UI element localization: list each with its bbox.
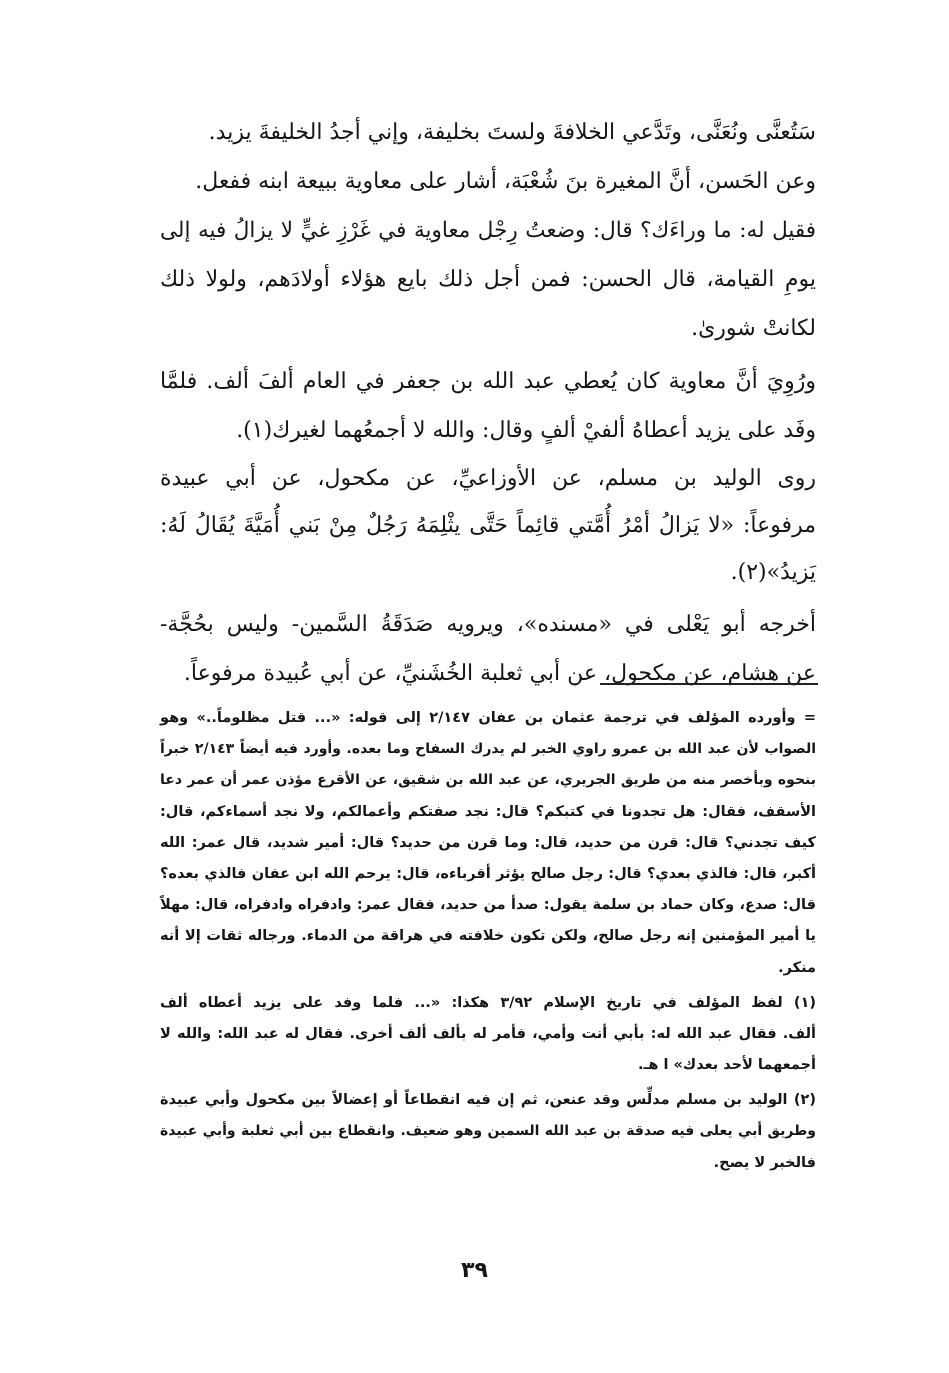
footnote-line: الأسقف، فقال: هل تجدونا في كتبكم؟ قال: نجد صفتكم وأعمالكم، ولا نجد أسماءكم، قال:: [160, 803, 816, 820]
footnote-line: (٢) الوليد بن مسلم مدلِّس وقد عنعن، ثم إن فيه انقطاعاً أو إعضالاً بين مكحول وأبي عبيدة: [160, 1092, 816, 1109]
text-line: ورُوِيَ أنَّ معاوية كان يُعطي عبد الله بن جعفر في العام ألفَ ألف. فلمَّا: [160, 369, 816, 394]
text-line: عن هشام، عن مكحول، عن أبي ثعلبة الخُشَنيِّ، عن أبي عُبيدة مرفوعاً.: [183, 661, 816, 686]
text-line: وفَد على يزيد أعطاهُ ألفيْ ألفٍ وقال: والله لا أجمعُهما لغيرك(١).: [236, 418, 816, 443]
text-line: سَتُعنَّى ونُعَنَّى، وتَدَّعي الخلافةَ ولستَ بخليفة، وإني أجدُ الخليفةَ يزيد.: [208, 120, 816, 145]
main-text-body: [160, 108, 816, 698]
text-line: لكانتْ شورىٰ.: [691, 316, 816, 341]
text-line: أخرجه أبو يَعْلى في «مسنده»، ويرويه صَدَقَةُ السَّمين- وليس بحُجَّة-: [160, 612, 816, 637]
footnote-separator: [600, 683, 818, 685]
text-line: يَزيدُ»(٢).: [730, 560, 816, 585]
footnote-2: [160, 1085, 816, 1179]
footnote-line: أجمعهما لأحد بعدك» ا هـ.: [637, 1057, 816, 1074]
footnote-line: وطريق أبي يعلى فيه صدقة بن عبد الله السمين وهو ضعيف. وانقطاع بين أبي ثعلبة وأبي عبيدة: [160, 1123, 816, 1140]
text-line: روى الوليد بن مسلم، عن الأوزاعيِّ، عن مكحول، عن أبي عبيدة: [160, 466, 816, 491]
footnote-line: ألف. فقال عبد الله له: بأبي أنت وأمي، فأمر له بألف ألف أخرى. فقال له عبد الله: والله لا: [160, 1025, 816, 1042]
footnote-continued: [160, 703, 816, 984]
footnote-line: كيف تجدني؟ قال: قرن من حديد، قال: وما قرن من حديد؟ قال: أمير شديد، قال عمر: الله: [160, 834, 816, 851]
footnote-line: منكر.: [778, 959, 816, 976]
text-line: فقيل له: ما وراءَك؟ قال: وضعتُ رِجْل معاوية في غَرْزِ غيٍّ لا يزالُ فيه إلى: [160, 218, 816, 243]
text-line: يومِ القيامة، قال الحسن: فمن أجل ذلك بايع هؤلاء أولادَهم، ولولا ذلك: [160, 267, 816, 292]
footnote-line: يا أمير المؤمنين إنه رجل صالح، ولكن تكون خلافته في هراقة من الدماء. ورجاله ثقات إلا أنه: [160, 928, 816, 945]
footnote-line: بنحوه وبأخصر منه من طريق الجريري، عن عبد الله بن شقيق، عن الأقرع مؤذن عمر أن عمر دعا: [160, 772, 816, 789]
footnotes: [160, 703, 816, 1183]
footnote-line: (١) لفظ المؤلف في تاريخ الإسلام ٣/٩٢ هكذا: «... فلما وفد على يزيد أعطاه ألف: [160, 994, 816, 1011]
text-line: وعن الحَسن، أنَّ المغيرة بنَ شُعْبَة، أشار على معاوية ببيعة ابنه ففعل.: [195, 169, 816, 194]
page-number: ٣٩: [461, 1258, 488, 1283]
footnote-line: أكبر، قال: فالذي بعدي؟ قال: رجل صالح يؤثر أقرباءه، قال: يرحم الله ابن عفان فالذي بعده؟: [160, 865, 816, 882]
footnote-line: فالخبر لا يصح.: [713, 1154, 816, 1171]
footnote-1: [160, 988, 816, 1082]
footnote-line: الصواب لأن عبد الله بن عمرو راوي الخبر لم يدرك السفاح وما بعده. وأورد فيه أيضاً ٢/١٤٣ خبراً: [160, 741, 817, 758]
footnote-line: قال: صدع، وكان حماد بن سلمة يقول: صدأ من حديد، فقال عمر: وادفراه وادفراه، قال: مهلاً: [160, 897, 816, 914]
footnote-line: = وأورده المؤلف في ترجمة عثمان بن عفان ٢/١٤٧ إلى قوله: «... قتل مظلوماً..» وهو: [160, 710, 816, 726]
text-line: مرفوعاً: «لا يَزالُ أمْرُ أُمَّتي قائِماً حَتَّى يثْلِمَهُ رَجُلٌ مِنْ بَني أُمَيَّةَ يُقَالُ لَهُ:: [160, 513, 816, 538]
